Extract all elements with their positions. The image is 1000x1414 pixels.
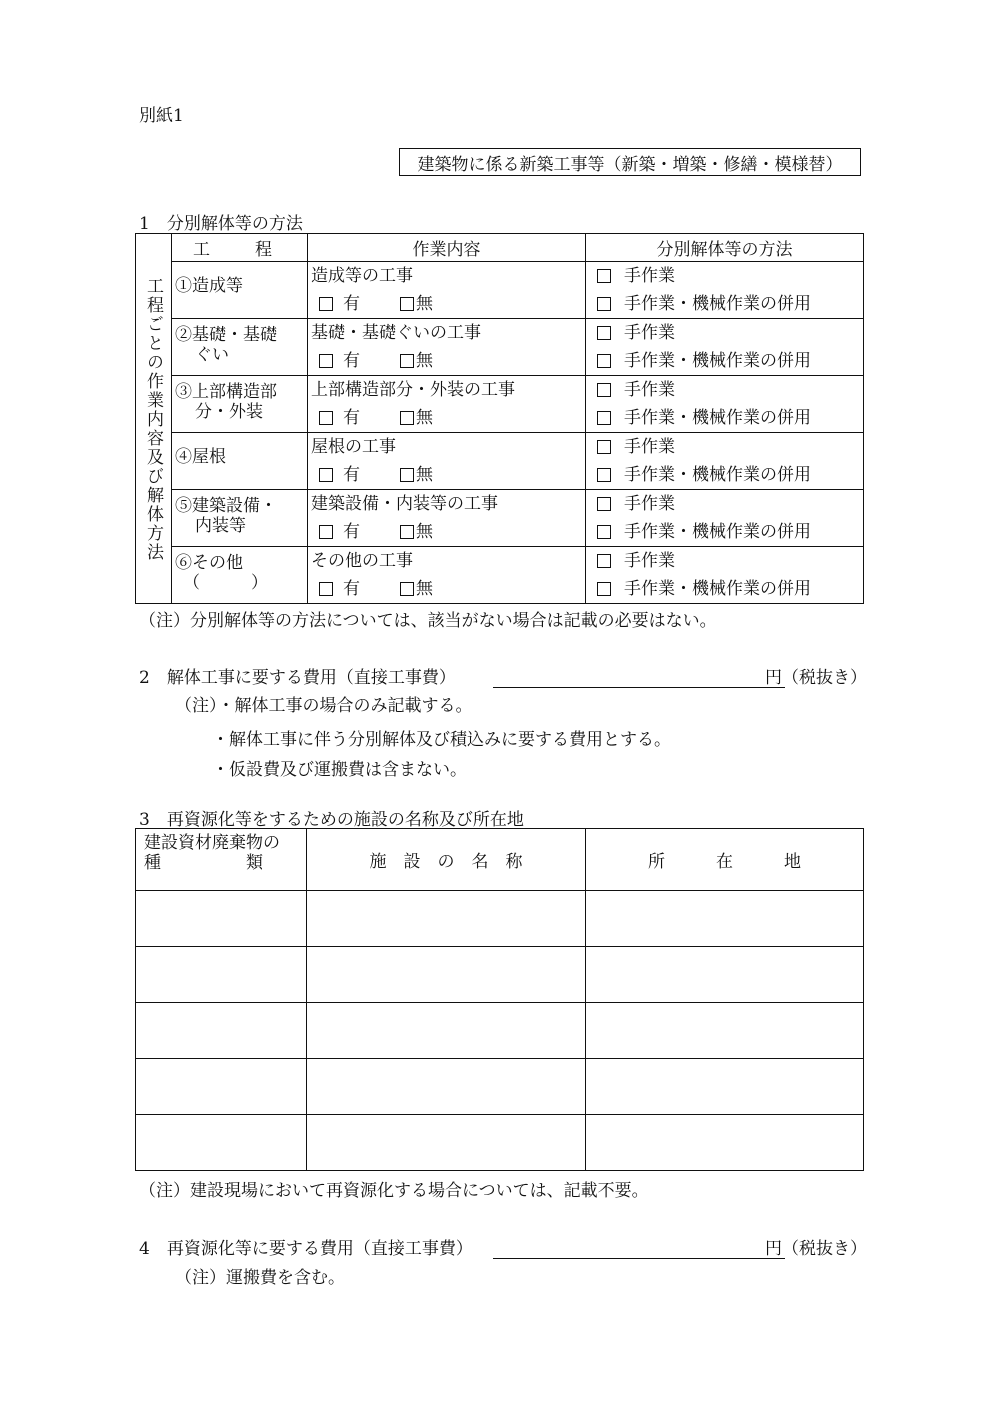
- process-label-cont: （ ）: [183, 573, 268, 593]
- section3-note: （注）建設現場において再資源化する場合については、記載不要。: [139, 1181, 649, 1201]
- combined-label: 手作業・機械作業の併用: [624, 408, 811, 428]
- combined-label: 手作業・機械作業の併用: [624, 579, 811, 599]
- work-label: 建築設備・内装等の工事: [311, 494, 498, 514]
- combined-checkbox[interactable]: [597, 468, 611, 482]
- section1-note: （注）分別解体等の方法については、該当がない場合は記載の必要はない。: [139, 611, 717, 631]
- section4-heading: 4 再資源化等に要する費用（直接工事費）: [139, 1239, 473, 1259]
- process-label: ③上部構造部: [175, 382, 277, 402]
- yes-label: 有: [343, 465, 360, 485]
- waste-kind-input[interactable]: [136, 947, 307, 1003]
- process-label-cont: ぐい: [195, 345, 229, 365]
- yes-label: 有: [343, 351, 360, 371]
- no-label: 無: [416, 579, 433, 599]
- table-row: [136, 376, 864, 433]
- process-label: ④屋根: [175, 447, 226, 467]
- header-process: 工 程: [172, 234, 308, 262]
- manual-checkbox[interactable]: [597, 554, 611, 568]
- manual-label: 手作業: [624, 380, 675, 400]
- work-cell: [308, 490, 586, 547]
- section2-unit: 円（税抜き）: [765, 668, 867, 688]
- process-cell: [172, 490, 308, 547]
- combined-checkbox[interactable]: [597, 297, 611, 311]
- combined-checkbox[interactable]: [597, 411, 611, 425]
- process-label: ②基礎・基礎: [175, 325, 277, 345]
- attachment-tag: 別紙1: [139, 106, 184, 126]
- facility-location-input[interactable]: [586, 947, 864, 1003]
- manual-checkbox[interactable]: [597, 440, 611, 454]
- header-work: 作業内容: [308, 234, 586, 262]
- manual-checkbox[interactable]: [597, 269, 611, 283]
- no-checkbox[interactable]: [400, 582, 414, 596]
- table-row: [136, 1059, 864, 1115]
- side-label: 工程ごとの作業内容及び解体方法: [136, 234, 172, 604]
- process-label-cont: 内装等: [195, 516, 246, 536]
- work-label: 造成等の工事: [311, 266, 413, 286]
- facility-name-input[interactable]: [307, 1115, 586, 1171]
- section2-note-1: （注）・解体工事の場合のみ記載する。: [175, 696, 473, 716]
- section2-heading: 2 解体工事に要する費用（直接工事費）: [139, 668, 456, 688]
- facility-location-input[interactable]: [586, 1115, 864, 1171]
- yes-checkbox[interactable]: [319, 582, 333, 596]
- work-label: 基礎・基礎ぐいの工事: [311, 323, 481, 343]
- process-cell: [172, 376, 308, 433]
- work-label: 上部構造部分・外装の工事: [311, 380, 515, 400]
- manual-label: 手作業: [624, 323, 675, 343]
- demolition-method-table: [135, 233, 864, 604]
- no-checkbox[interactable]: [400, 297, 414, 311]
- table-row: [136, 547, 864, 604]
- section2-note-2: ・解体工事に伴う分別解体及び積込みに要する費用とする。: [212, 730, 671, 750]
- yes-checkbox[interactable]: [319, 411, 333, 425]
- method-cell: [586, 433, 864, 490]
- method-cell: [586, 376, 864, 433]
- combined-label: 手作業・機械作業の併用: [624, 294, 811, 314]
- manual-label: 手作業: [624, 437, 675, 457]
- table-row: [136, 262, 864, 319]
- table-row: [136, 947, 864, 1003]
- waste-kind-input[interactable]: [136, 1003, 307, 1059]
- work-cell: [308, 376, 586, 433]
- combined-checkbox[interactable]: [597, 582, 611, 596]
- process-cell: [172, 547, 308, 604]
- work-cell: [308, 547, 586, 604]
- document-title: 建築物に係る新築工事等（新築・増築・修繕・模様替）: [399, 148, 861, 176]
- header-method: 分別解体等の方法: [586, 234, 864, 262]
- yes-checkbox[interactable]: [319, 468, 333, 482]
- section3-heading: 3 再資源化等をするための施設の名称及び所在地: [139, 810, 524, 830]
- facility-location-input[interactable]: [586, 1003, 864, 1059]
- method-cell: [586, 319, 864, 376]
- combined-checkbox[interactable]: [597, 525, 611, 539]
- work-cell: [308, 319, 586, 376]
- section4-note: （注）運搬費を含む。: [175, 1268, 345, 1288]
- table-row: [136, 1115, 864, 1171]
- yes-label: 有: [343, 522, 360, 542]
- work-label: 屋根の工事: [311, 437, 396, 457]
- recycling-facility-table: [135, 828, 864, 1171]
- header-waste-kind: [136, 829, 307, 891]
- combined-label: 手作業・機械作業の併用: [624, 522, 811, 542]
- process-label: ⑥その他: [175, 553, 243, 573]
- manual-checkbox[interactable]: [597, 383, 611, 397]
- facility-name-input[interactable]: [307, 891, 586, 947]
- section1-heading: 1 分別解体等の方法: [139, 214, 303, 234]
- combined-checkbox[interactable]: [597, 354, 611, 368]
- facility-name-input[interactable]: [307, 947, 586, 1003]
- manual-label: 手作業: [624, 266, 675, 286]
- manual-label: 手作業: [624, 494, 675, 514]
- facility-name-input[interactable]: [307, 1003, 586, 1059]
- waste-kind-input[interactable]: [136, 1059, 307, 1115]
- work-cell: [308, 262, 586, 319]
- method-cell: [586, 547, 864, 604]
- demolition-cost-field[interactable]: [493, 687, 785, 688]
- no-checkbox[interactable]: [400, 468, 414, 482]
- yes-checkbox[interactable]: [319, 354, 333, 368]
- no-label: 無: [416, 522, 433, 542]
- no-checkbox[interactable]: [400, 525, 414, 539]
- section4-unit: 円（税抜き）: [765, 1239, 867, 1259]
- method-cell: [586, 490, 864, 547]
- yes-checkbox[interactable]: [319, 297, 333, 311]
- table-row: [136, 319, 864, 376]
- header-waste-kind-line2: 種 類: [144, 853, 263, 873]
- no-label: 無: [416, 351, 433, 371]
- yes-label: 有: [343, 408, 360, 428]
- manual-label: 手作業: [624, 551, 675, 571]
- combined-label: 手作業・機械作業の併用: [624, 351, 811, 371]
- manual-checkbox[interactable]: [597, 326, 611, 340]
- facility-location-input[interactable]: [586, 891, 864, 947]
- method-cell: [586, 262, 864, 319]
- yes-label: 有: [343, 579, 360, 599]
- no-checkbox[interactable]: [400, 411, 414, 425]
- process-cell: [172, 319, 308, 376]
- header-facility-name: 施 設 の 名 称: [307, 829, 586, 891]
- facility-name-input[interactable]: [307, 1059, 586, 1115]
- section2-note-3: ・仮設費及び運搬費は含まない。: [212, 760, 467, 780]
- table-row: [136, 891, 864, 947]
- process-label-cont: 分・外装: [195, 402, 263, 422]
- process-label: ⑤建築設備・: [175, 496, 277, 516]
- no-label: 無: [416, 465, 433, 485]
- work-cell: [308, 433, 586, 490]
- facility-location-input[interactable]: [586, 1059, 864, 1115]
- recycling-cost-field[interactable]: [493, 1258, 785, 1259]
- manual-checkbox[interactable]: [597, 497, 611, 511]
- combined-label: 手作業・機械作業の併用: [624, 465, 811, 485]
- yes-label: 有: [343, 294, 360, 314]
- header-facility-location: 所 在 地: [586, 829, 864, 891]
- no-label: 無: [416, 408, 433, 428]
- waste-kind-input[interactable]: [136, 1115, 307, 1171]
- process-cell: [172, 433, 308, 490]
- process-cell: [172, 262, 308, 319]
- no-checkbox[interactable]: [400, 354, 414, 368]
- no-label: 無: [416, 294, 433, 314]
- table-row: [136, 433, 864, 490]
- header-waste-kind-line1: 建設資材廃棄物の: [144, 833, 280, 853]
- table-row: [136, 1003, 864, 1059]
- table-row: [136, 490, 864, 547]
- waste-kind-input[interactable]: [136, 891, 307, 947]
- yes-checkbox[interactable]: [319, 525, 333, 539]
- process-label: ①造成等: [175, 276, 243, 296]
- work-label: その他の工事: [311, 551, 413, 571]
